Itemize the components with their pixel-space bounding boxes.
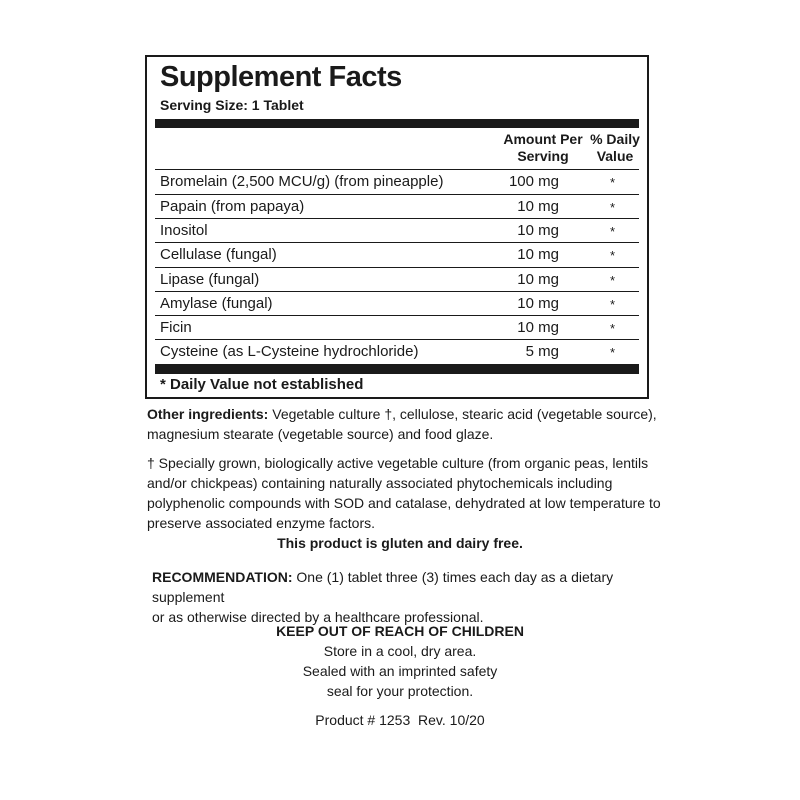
product-code: Product # 1253 Rev. 10/20: [315, 712, 485, 728]
nutrient-dv: *: [610, 248, 616, 263]
nutrient-amount: 10 mg: [517, 295, 559, 312]
nutrient-name: Lipase (fungal): [160, 271, 260, 288]
daily-value-header: [585, 131, 645, 165]
nutrient-row: [155, 219, 639, 243]
dv-header-line2: Value: [596, 148, 634, 164]
gluten-dairy-note: This product is gluten and dairy free.: [277, 535, 523, 551]
nutrient-dv: *: [610, 200, 616, 215]
nutrient-row: [155, 292, 639, 316]
amount-header-line1: Amount Per: [503, 131, 583, 147]
culture-note-line: preserve associated enzyme factors.: [147, 515, 375, 531]
amount-per-serving-header: [497, 131, 589, 165]
other-ingredients-text: Vegetable culture †, cellulose, stearic acid (vegetable source),: [268, 406, 657, 422]
nutrient-dv: *: [610, 175, 616, 190]
storage-line: seal for your protection.: [326, 683, 474, 699]
culture-note-line: polyphenolic compounds with SOD and catalase, dehydrated at low temperature to: [147, 495, 661, 511]
footer-divider: [155, 364, 639, 374]
recommendation-text: or as otherwise directed by a healthcare professional.: [152, 609, 484, 625]
nutrient-name: Amylase (fungal): [160, 295, 273, 312]
header-divider: [155, 119, 639, 128]
daily-value-footnote: * Daily Value not established: [160, 376, 364, 393]
nutrient-row: [155, 316, 639, 340]
serving-size: Serving Size: 1 Tablet: [160, 97, 304, 113]
nutrient-dv: *: [610, 297, 616, 312]
nutrient-amount: 100 mg: [508, 173, 559, 190]
supplement-facts-panel: [145, 55, 649, 399]
amount-header-line2: Serving: [517, 148, 569, 164]
nutrient-amount: 10 mg: [517, 319, 559, 336]
nutrient-name: Cellulase (fungal): [160, 246, 277, 263]
nutrient-dv: *: [610, 345, 616, 360]
nutrient-amount: 10 mg: [517, 271, 559, 288]
storage-line: Store in a cool, dry area.: [323, 643, 477, 659]
nutrient-name: Papain (from papaya): [160, 198, 305, 215]
culture-note-line: † Specially grown, biologically active vegetable culture (from organic peas, lentils: [147, 455, 649, 471]
nutrient-row: [155, 268, 639, 292]
nutrient-dv: *: [610, 321, 616, 336]
nutrient-amount: 10 mg: [517, 222, 559, 239]
nutrient-amount: 10 mg: [517, 198, 559, 215]
storage-line: Sealed with an imprinted safety: [302, 663, 498, 679]
nutrient-name: Bromelain (2,500 MCU/g) (from pineapple): [160, 173, 444, 190]
nutrient-amount: 10 mg: [517, 246, 559, 263]
recommendation: [152, 567, 672, 627]
nutrient-row: [155, 195, 639, 219]
nutrient-name: Ficin: [160, 319, 192, 336]
nutrient-dv: *: [610, 273, 616, 288]
children-warning: KEEP OUT OF REACH OF CHILDREN: [276, 623, 524, 639]
nutrient-row: [155, 170, 639, 194]
nutrient-dv: *: [610, 224, 616, 239]
dv-header-line1: % Daily: [590, 131, 640, 147]
other-ingredients-label: Other ingredients:: [147, 406, 269, 422]
nutrient-row: [155, 340, 639, 364]
other-ingredients-text: magnesium stearate (vegetable source) and food glaze.: [147, 426, 494, 442]
other-ingredients: [147, 404, 667, 444]
nutrient-name: Inositol: [160, 222, 208, 239]
nutrient-amount: 5 mg: [525, 343, 559, 360]
facts-title: Supplement Facts: [160, 61, 402, 93]
recommendation-label: RECOMMENDATION:: [152, 569, 293, 585]
culture-note-line: and/or chickpeas) containing naturally associated phytochemicals including: [147, 475, 613, 491]
nutrient-row: [155, 243, 639, 267]
recommendation-text: One (1) tablet three (3) times each day as a dietary supplement: [152, 569, 614, 605]
culture-note: [147, 453, 667, 533]
nutrient-name: Cysteine (as L-Cysteine hydrochloride): [160, 343, 419, 360]
storage-block: [0, 621, 800, 701]
